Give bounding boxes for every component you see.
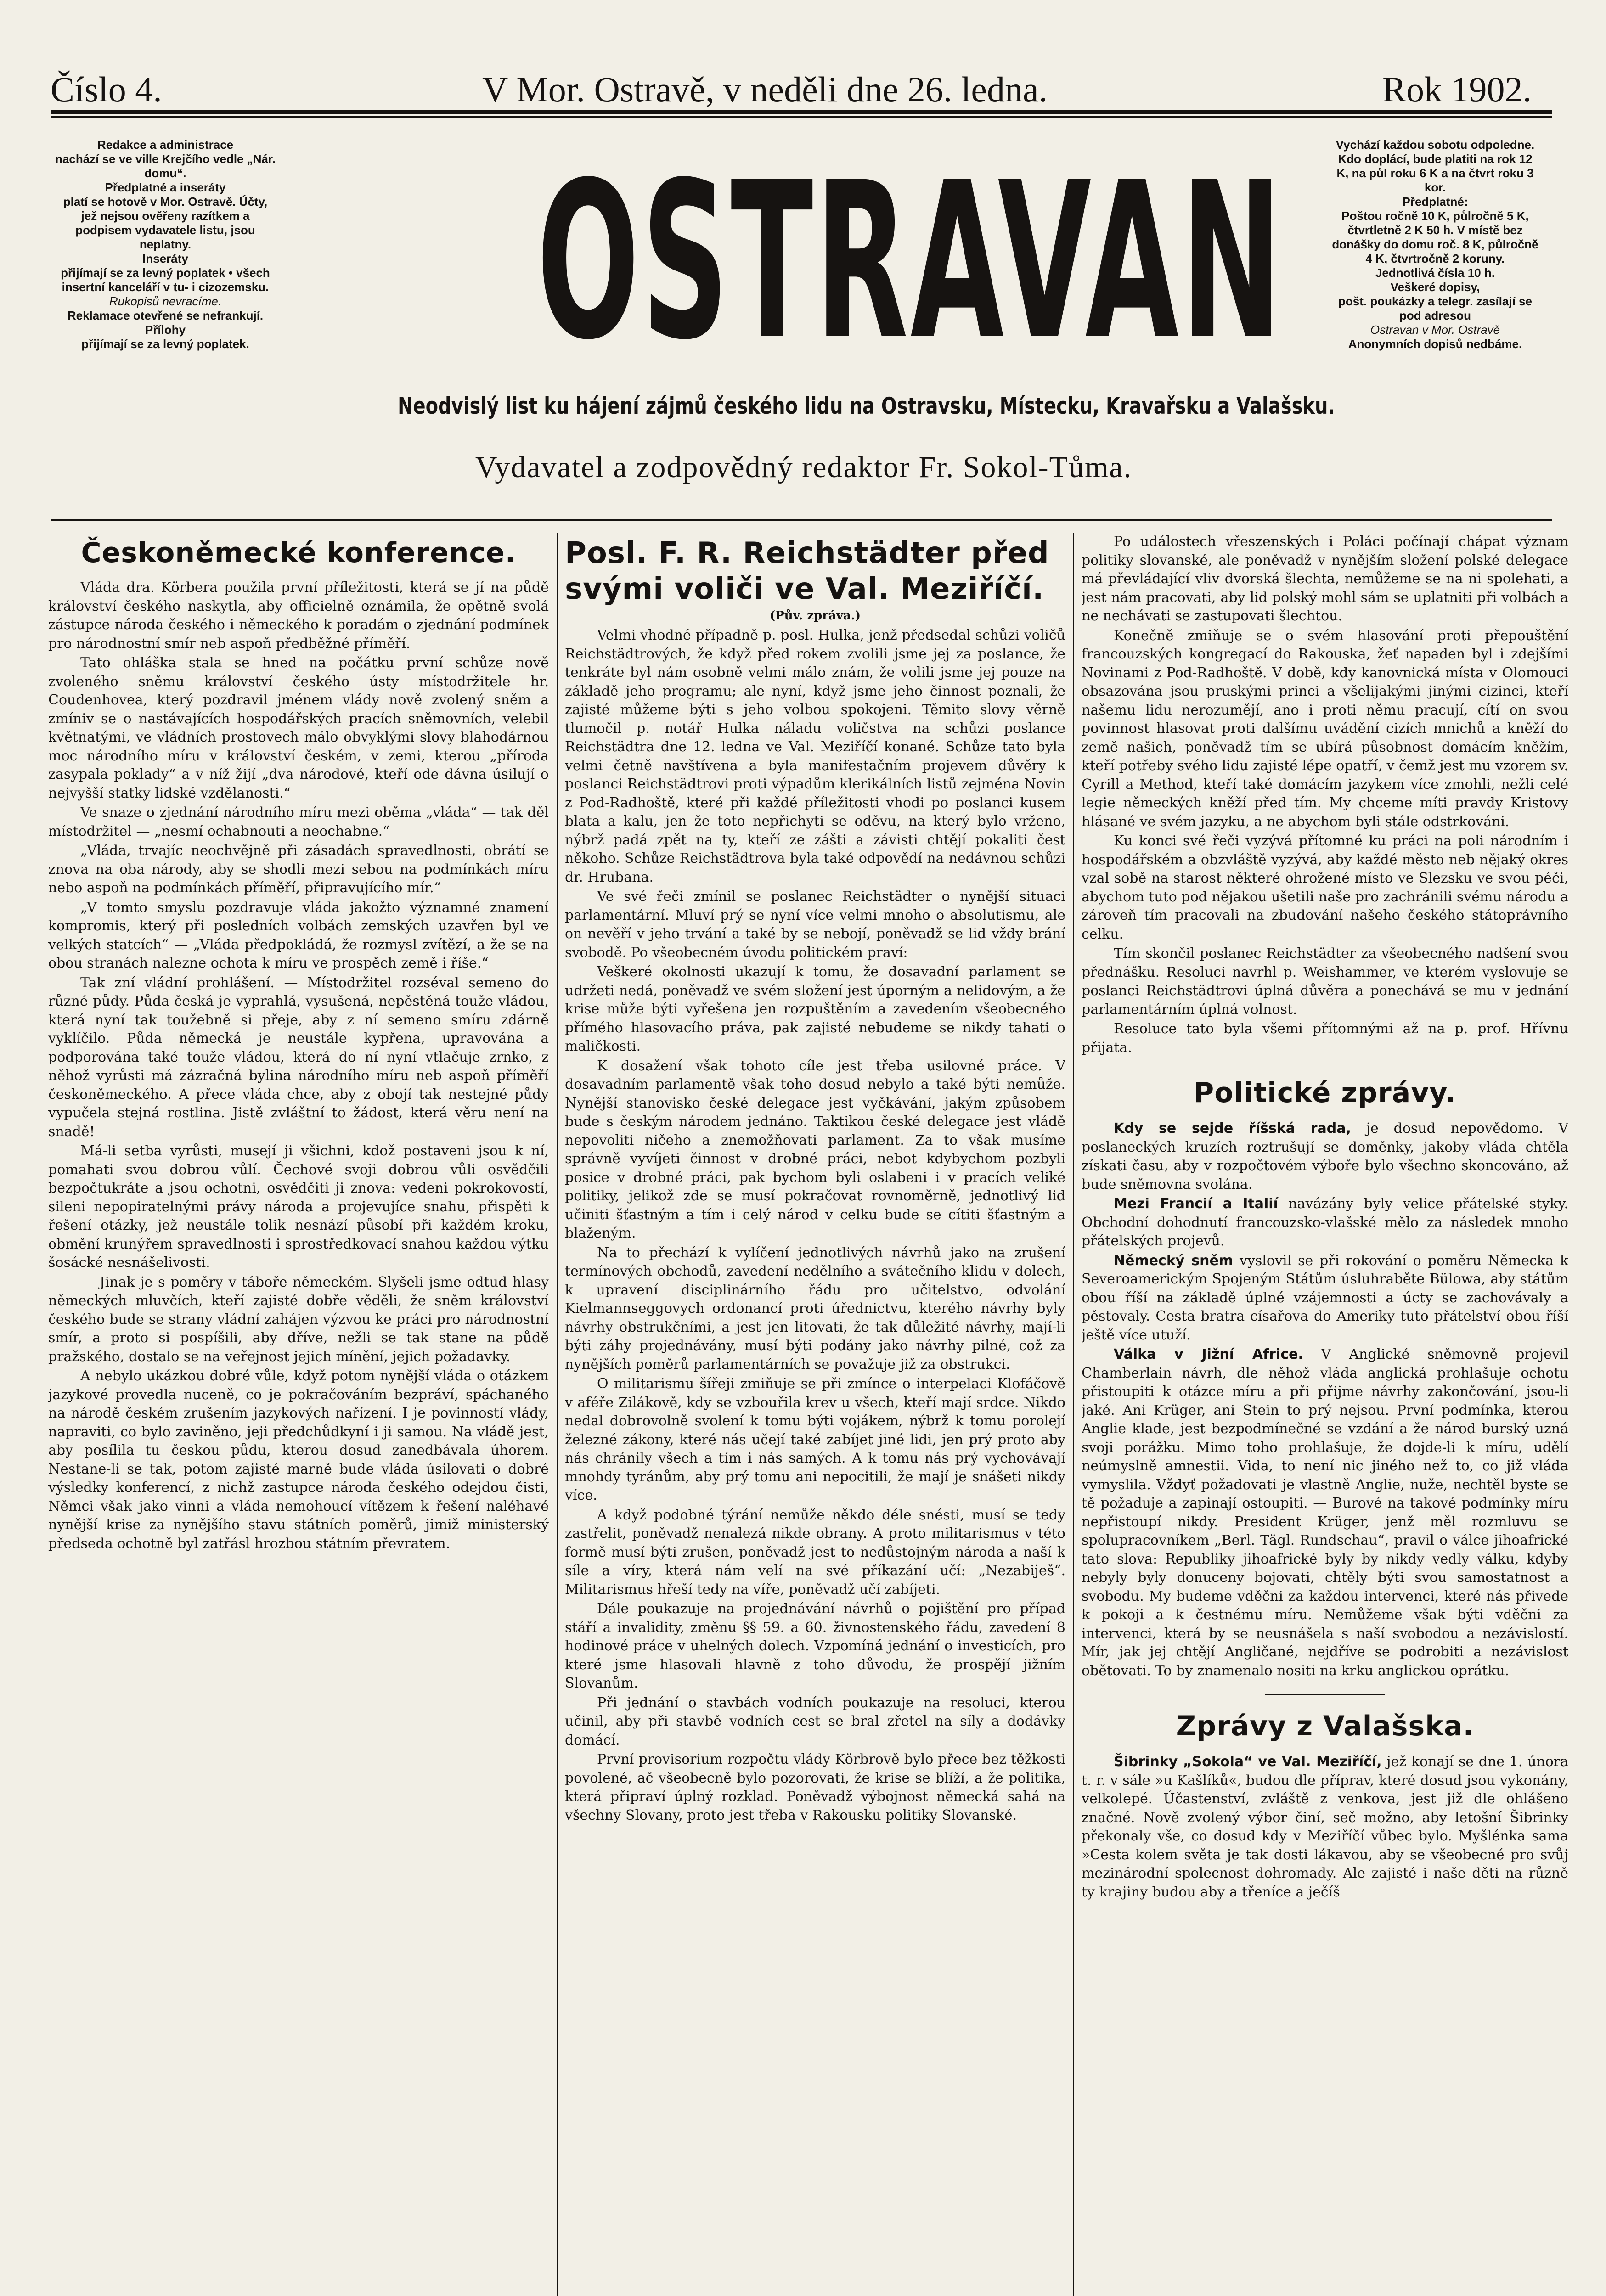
pickup-prices: Kdo doplácí, bude platiti na rok 12 K, na půl roku 6 K a na čtvrt roku 3 kor. (1336, 152, 1534, 194)
paragraph: Ku konci své řeči vyzývá přítomné ku práci na poli národním i hospodářském a obzvláště vyzývá, aby každé město neb nějaký okres vzal sobě na starost některé ohrožené místo ve Slezsku ve svou péči, abychom tuto pod nějakou ušetili naše pro zachránili svému národu a zároveň tím pracovali na zbudování našeho českého státoprávního celku. (1082, 833, 1568, 942)
news-lead: Německý sněm (1114, 1252, 1234, 1269)
news-text: je dosud nepovědomo. V poslaneckých kruzích roztrušují se doměnky, jakoby vláda chtěla získati času, aby v rozpočtovém výboře bylo všechno skoncováno, až bude sněmovna svolána. (1082, 1120, 1568, 1193)
source-note: (Pův. zpráva.) (769, 609, 861, 623)
date-place: V Mor. Ostravě, v neděli dne 26. ledna. (482, 69, 1048, 109)
paragraph: Velmi vhodné případně p. posl. Hulka, jenž předsedal schůzi voličů Reichstädtrových, že když před rokem zvolili jsme jej za poslance, že tenkráte byl nám osobně velmi málo znám, že volili jsme jej pouze na základě jeho programu; ale nyní, když jsme jeho činnost poznali, že zajisté můžeme býti s jeho volbou spokojeni. Těmito slovy věrně tlumočil p. notář Hulka náladu voličstva na schůzi poslance Reichstädtra dne 12. ledna ve Val. Meziříčí konané. Schůze tato byla velmi četně navštívena a byla manifestačním projevem důvěry k poslanci Reichstädtrovi proti výpadům klerikálních listů zejména Novin z Pod-Radhoště, které při každé příležitosti vhodi po poslanci kusem blata a kalu, jen že toto nepřichyti se oděvu, na který bylo vrženo, nýbrž padá zpět na ty, kteří ze zášti a závisti chtějí pokaliti čest někoho. Schůze Reichstädtrova byla také odpovědí na nedávnou schůzi dr. Hrubana. (565, 627, 1065, 885)
newspaper-subtitle: Neodvislý list ku hájení zájmů českého lidu na Ostravsku, Místecku, Kravařsku a Valašsku. (398, 393, 1335, 419)
paragraph: Veškeré okolnosti ukazují k tomu, že dosavadní parlament se udržeti nedá, poněvadž ve svém složení jest úporným a nelidovým, a že krise může býti vyřešena jen rozpuštěním a zavedením všeobecného přímého hlasovacího práva, pak zajisté nebudeme se nikdy tahati o maličkosti. (565, 964, 1065, 1054)
news-lead: Mezi Francií a Italií (1114, 1196, 1278, 1212)
subscription-info (1332, 138, 1538, 351)
paragraph: O militarismu šířeji zmiňuje se při zmínce o interpelaci Klofáčově v aféře Zilákově, kdy se vzbouřila krev u všech, kteří mají srdce. Nikdo nedal dobrovolně svolení k tomu býti vojákem, nýbrž k tomu porolejí železné zákony, které nás učejí také zabíjet jiné lidi, jen prý proto aby nás chránily všech a tím i nás samých. A k tomu nás prý vychovávají mnohdy tyránům, aby prý tomu ani nepocitili, že mají je snášeti nikdy více. (565, 1376, 1065, 1503)
news-item (1082, 1753, 1568, 1902)
paragraph: — Jinak je s poměry v táboře německém. Slyšeli jsme odtud hlasy německých mluvčích, kteří zajisté dobře věděli, že sněm království českého bude se strany vládní zahájen výzvou ke práci pro národnostní smír, a proto si pospíšili, aby dříve, nežli se tak stane na půdě pražského, dostalo se na veřejnost jejich mínění, jejich požadavky. (48, 1274, 549, 1365)
news-item (1082, 1195, 1568, 1251)
paragraph: Při jednání o stavbách vodních poukazuje na resoluci, kterou učinil, aby při stavbě vodních cest se bral zřetel na síly a dodávky domácí. (565, 1694, 1065, 1748)
issue-number: Číslo 4. (51, 69, 162, 109)
paragraph: Na to přechází k vylíčení jednotlivých návrhů jako na zrušení termínových obchodů, zavedení nedělního a svátečního klidu v dolech, k upravení disciplinárního řádu pro učitelstvo, odvolání Kielmannseggovych ordonancí proti úřednictvu, kterého návrhy byly návrhy obstrukčními, a jest jen litovati, že tak důležité návrhy, mají-li býti záhy projednávány, musí býti podány jako návrhy pilné, což za nynějších poměrů parlamentárních se považuje již za obstrukci. (565, 1244, 1065, 1373)
paragraph: Dále poukazuje na projednávání návrhů o pojištění pro případ stáří a invalidity, změnu §§ 59. a 60. živnostenského řádu, zavedení 8 hodinové práce v uhelných dolech. Vzpomíná jednání o investicích, pro které jsme hlasovali hlavně z toho důvodu, že prospějí jižním Slovanům. (565, 1601, 1065, 1691)
manuscripts-note: Rukopisů nevracíme. (109, 294, 222, 308)
column-divider-1 (557, 533, 558, 2296)
article-czech-german-conferences (48, 533, 549, 2296)
article-reichstadter-voters (565, 533, 1065, 2296)
inserts-text: přijímají se za levný poplatek • všech insertní kanceláří v tu- i cizozemsku. (61, 266, 270, 294)
supplements-text: přijímají se za levný poplatek. (81, 337, 249, 351)
paragraph: Resoluce tato byla všemi přítomnými až na p. prof. Hřívnu přijata. (1082, 1021, 1568, 1056)
masthead-bottom-rule (51, 519, 1552, 521)
news-text: vyslovil se při rokování o poměru Německa k Severoamerickým Spojeným Státům úsluhraběte Bülowa, aby státům obou říší na základě úplné vzájemnosti a úcty se zachovávaly a pěstovaly. Cesta bratra císařova do Ameriky tuto přátelství obou říší ještě více utuží. (1082, 1252, 1568, 1343)
news-lead: Kdy se sejde říšská rada, (1114, 1120, 1351, 1137)
reclamation-note: Reklamace otevřené se nefrankují. (67, 309, 264, 322)
inserts-heading: Inseráty (142, 252, 188, 265)
news-lead: Válka v Jižní Africe. (1114, 1346, 1303, 1362)
publisher-line: Vydavatel a zodpovědný redaktor Fr. Sokol-Tůma. (475, 450, 1133, 484)
article-heading-line-2: svými voliči ve Val. Meziříčí. (565, 572, 1044, 606)
newspaper-title: OSTRAVAN (536, 136, 1284, 387)
year-label: Rok 1902. (1382, 69, 1532, 109)
news-item (1082, 1252, 1568, 1345)
paragraph: Tím skončil poslanec Reichstädter za všeobecného nadšení svou přednášku. Resoluci navrhl p. Weishammer, ve kterém vyslovuje se poslanci Reichstädtrovi úplná důvěra a ponechává se mu v jednání parlamentárním úplná volnost. (1082, 945, 1568, 1018)
article-heading: Českoněmecké konference. (81, 537, 516, 569)
paragraph: A nebylo ukázkou dobré vůle, když potom nynější vláda o otázkem jazykové provedla nuceně, co je pokračováním bezpráví, spáchaného na národě českém zrušením jazykových nařízení. I je povinností vlády, napraviti, co bylo zaviněno, jeji předchůdkyní i ji samou. Na vládě jest, aby posílila tu českou půdu, kterou dosud zanedbávala úhorem. Nestane-li se tak, potom zajisté marně bude vláda úsilovati o dobré výsledky konferencí, z nichž zastupce národa českého odejdou čisti, Němci však jako vinni a vláda nemohoucí vítězem k řešení naléhavé nynější krise za nynějšího stavu státních poměrů, jimiž ministerský předseda ochotně byl zatřásl hrozbou státním převratem. (48, 1368, 549, 1552)
paragraph: Má-li setba vyrůsti, musejí ji všichni, kdož postaveni jsou k ní, pomahati svou dobrou vůlí. Čechové svoji dobrou vůli osvědčili bezpočtukráte a jsou ochotni, osvědčiti ji znova: vedeni pokrokovostí, sileni nepopiratelnými právy národa a projevujíce snahu, přispěti k řešení otázky, jež neustále tolik nesnází působí při každém kroku, obmění krunýřem spravedlnosti i sprostředkovací snahou každou výtku šosácké nesnášelivosti. (48, 1143, 549, 1271)
paragraph: Ve snaze o zjednání národního míru mezi oběma „vláda“ — tak děl místodržitel — „nesmí ochabnouti a neochabne.“ (48, 805, 549, 839)
top-rule-thick (51, 110, 1552, 114)
news-item (1082, 1120, 1568, 1194)
paragraph: K dosažení však tohoto cíle jest třeba usilovné práce. V dosavadním parlamentě však toho dosud nebylo a také býti nemůže. Nynější stanovisko české delegace jest vyčkávání, jakým způsobem bude s českým národem jednáno. Taktikou české delegace jest vládě nepovoliti ničeho a znemožňovati parlament. Za to však musíme správně vyvíjeti činnost v drobné práci, nebot kdybychom pozbyli posice v drobné práci, pak bychom byli oslabeni i v pracích veliké politiky, jelikož zde se musí pokračovat rovnoměrně, jednotlivý lid učiniti šťastným a tím i celý národ v celku bude se cítiti šťastným a blaženým. (565, 1058, 1065, 1241)
paragraph: „V tomto smyslu pozdravuje vláda jakožto významné znamení kompromis, který při posledních volbách zemských uzavřen byl ve velkých statcích“ — „Vláda předpokládá, že rozmysl zvítězí, a že se na obou stranách nalezne ochota k míru ve prospěch země i říše.“ (48, 899, 549, 971)
letters-text: pošt. poukázky a telegr. zasílají se pod adresou (1338, 294, 1532, 322)
anonymous-note: Anonymních dopisů nedbáme. (1348, 337, 1522, 351)
article-heading-line-1: Posl. F. R. Reichstädter před (565, 536, 1049, 570)
letters-heading: Veškeré dopisy, (1390, 280, 1480, 294)
paragraph: Po událostech vřeszenských i Poláci počínají chápat význam politiky slovanské, ale poněvadž v nynějším složení polské delegace má převládající vliv dvorská šlechta, nemůžeme se na ni spolehati, a jest nám pracovati, aby lid polský mohl sám se uplatniti při volbách a ne nechávati se zastupovati šlechtou. (1082, 534, 1568, 624)
paragraph: Vláda dra. Körbera použila první příležitosti, která se jí na půdě království českého naskytla, aby officielně oznámila, že opětně svolá zástupce národa českého i německého k poradám o zjednání podmínek pro národnostní smír neb aspoň předběžné příměří. (48, 580, 549, 652)
news-lead: Šibrinky „Sokola“ ve Val. Meziříčí, (1114, 1754, 1382, 1770)
subscription-heading: Předplatné a inseráty (105, 180, 226, 194)
news-text: navázány byly velice přátelské styky. Obchodní dohodnutí francouzsko-vlašské mělo za následek mnoho přátelských projevů. (1082, 1196, 1568, 1249)
news-text: V Anglické sněmovně projevil Chamberlain návrh, dle něhož vláda anglická prohlašuje ochotu přistoupiti k otázce míru a při přijme návrhy zakončování, jsou-li jaké. Ani Krüger, ani Stein to prý nejsou. První podmínka, kterou Anglie klade, jest bezpodmínečné se vzdání a že národ burský uzná svoji porážku. Mimo toho prohlašuje, že dojde-li k míru, udělí neúmyslně amnestii. Vida, to není nic jiného než to, co již vláda vymyslila. Vždyť požadovati je vlastně Anglie, nuže, nechtěl byste se tě požaduje a zapinají ostoupiti. — Burové na takové podmínky míru nepřistoupí nikdy. President Krüger, jenž měl rozmluvu se spolupracovníkem „Berl. Tägl. Rundschau“, pravil o válce jihoafrické tato slova: Republiky jihoafrické byly by nikdy vedly válku, kdyby nebyly byly donuceny bojovati, chtěly býti svou samostatnost a svobodu. My budeme vděčni za každou intervenci, které nás přivede k pokoji a k čestnému míru. Nemůžeme však býti vděčni za intervenci, která by se neusnášela s naší svobodou a nezávislostí. Mír, jak jej chtějí Angličané, nejdříve se podrobiti a nezávislost obětovati. To by znamenalo nositi na krku anglickou oprátku. (1082, 1346, 1568, 1679)
paragraph: Tato ohláška stala se hned na počátku první schůze nově zvoleného sněmu království českého ústy místodržitele hr. Coudenhovea, který pozdravil jménem vlády nově zvolený sněm a zmíniv se o nastávajících hospodářských pracích sněmovních, velebil květnatými, ve vládních prostovech málo obvyklými slovy blahodárnou moc národního míru v království českém, v zemi, kterou „příroda zasypala poklady“ a v níž žijí „dva národové, kteří ode dávna úsilují o nejvyšší statky lidské vzdělanosti.“ (48, 655, 549, 801)
news-text: jež konají se dne 1. února t. r. v sále »u Kašlíků«, budou dle příprav, které dosud jsou vykonány, velkolepé. Účastenství, zvláště z venkova, jest již dle ohlášeno značné. Nově zvolený výbor činí, seč možno, aby letošní Šibrinky překonaly vše, co dosud kdy v Meziříčí vůbec bylo. Myšlénka sama »Cesta kolem světa je tak dosti lákavou, aby se všeobecné pro svůj mezinárodní spolecnost dohromady. Ale zajisté i naše děti na různě ty krajiny budou aby a třeníce a ječíš (1082, 1754, 1568, 1900)
paragraph: „Vláda, trvajíc neochvějně při zásadách spravedlnosti, obrátí se znova na oba národy, aby se shodli mezi sebou na podmínkách míru nebo aspoň na podmínkách příměří, připravujícího mír.“ (48, 843, 549, 896)
news-item (1082, 1345, 1568, 1680)
section-heading-wallachia-news: Zprávy z Valašska. (1176, 1710, 1474, 1742)
administration-info (55, 138, 276, 351)
section-separator (1265, 1694, 1385, 1695)
admin-address: nachází se ve ville Krejčího vedle „Nár. domu“. (55, 152, 276, 180)
dateline-bar (51, 64, 1552, 115)
paragraph: Ve své řeči zmínil se poslanec Reichstädter o nynější situaci parlamentární. Mluví prý se nyní více velmi mnoho o absolutismu, ale on nevěří v jeho trvání a také by se nebojí, poněvadž se lid vždy brání svobodě. Po všeobecném úvodu politickém praví: (565, 889, 1065, 961)
paragraph: Tak zní vládní prohlášení. — Místodržitel rozséval semeno do různé půdy. Půda česká je vyprahlá, vysušená, nepěstěná touže vládou, která nyní tak toužebně si přeje, aby z ní semeno smíru zdárně vyklíčilo. Půda německá je neustále kypřena, upravována a podporována také touže vládou, která do ní nyní vtlačuje zrnko, z něhož vyrůsti má zázračná bylina národního míru neb aspoň příměří českoněmeckého. A přece vláda chce, aby z obojí tak nestejné půdy vypučela stejná rostlina. Jistě zvláštní to žádost, která věru není na snadě! (48, 974, 549, 1140)
postal-address: Ostravan v Mor. Ostravě (1370, 323, 1500, 337)
admin-heading: Redakce a administrace (97, 138, 234, 152)
single-copy-price: Jednotlivá čísla 10 h. (1375, 266, 1495, 280)
paragraph: První provisorium rozpočtu vlády Körbrově bylo přece bez těžkosti povolené, ač všeobecně bylo pozorovati, že krise se blíží, a že politika, která připraví úplný rozklad. Poněvadž výbojnost německá sahá na všechny Slovany, proto jest třeba v Rakousku politiky Slovanské. (565, 1751, 1065, 1823)
supplements-heading: Přílohy (145, 323, 186, 337)
paragraph: A když podobné týrání nemůže někdo déle snésti, musí se tedy zastřelit, poněvadž nenalezá nikde obrany. A proto militarismus v této formě musí býti zrušen, poněvadž jest to nedůstojným národa a naší k síle a víry, která nám velí na své příkazání učí: „Nezabiješ“. Militarismus hřeší tedy na víře, poněvadž učí zabíjeti. (565, 1507, 1065, 1598)
column-three (1082, 533, 1568, 2296)
column-divider-2 (1073, 533, 1074, 2296)
top-rule-thin (51, 116, 1552, 118)
section-heading-political-news: Politické zprávy. (1194, 1077, 1456, 1109)
paragraph: Konečně zmiňuje se o svém hlasování proti přepouštění francouzských kongregací do Rakouska, žeť napaden byl i zdejšími Novinami z Pod-Radhoště. V době, kdy kanovnická místa v Olomouci obsazována jsou pruskými princi a všelijakými jinými cizinci, kteří našemu lidu nerozumějí, ano i proti němu pracují, cítí on svou povinnost hlasovat proti dalšímu uvádění cizích mnichů a kněží do země našich, poněvadž tím se ubírá působnost domácím kněžím, kteří potřeby svého lidu zajisté lépe opatří, v čemž jest mu vzorem sv. Cyrill a Method, kteří také domácím jazykem více zmohli, nežli celé legie německých kněží před tím. My chceme míti pravdy Kristovy hlásané ve svém jazyku, a ne abychom byli stále odstrkováni. (1082, 627, 1568, 830)
prices-heading: Předplatné: (1402, 195, 1468, 208)
publishing-schedule: Vychází každou sobotu odpoledne. (1336, 138, 1535, 152)
subscription-text: platí se hotově v Mor. Ostravě. Účty, jež nejsou ověřeny razítkem a podpisem vydavatele listu, jsou neplatny. (63, 195, 268, 251)
postal-prices: Poštou ročně 10 K, půlročně 5 K, čtvrtletně 2 K 50 h. V místě bez donášky do domu roč. 8 K, půlročně 4 K, čtvrtročně 2 koruny. (1332, 209, 1538, 265)
